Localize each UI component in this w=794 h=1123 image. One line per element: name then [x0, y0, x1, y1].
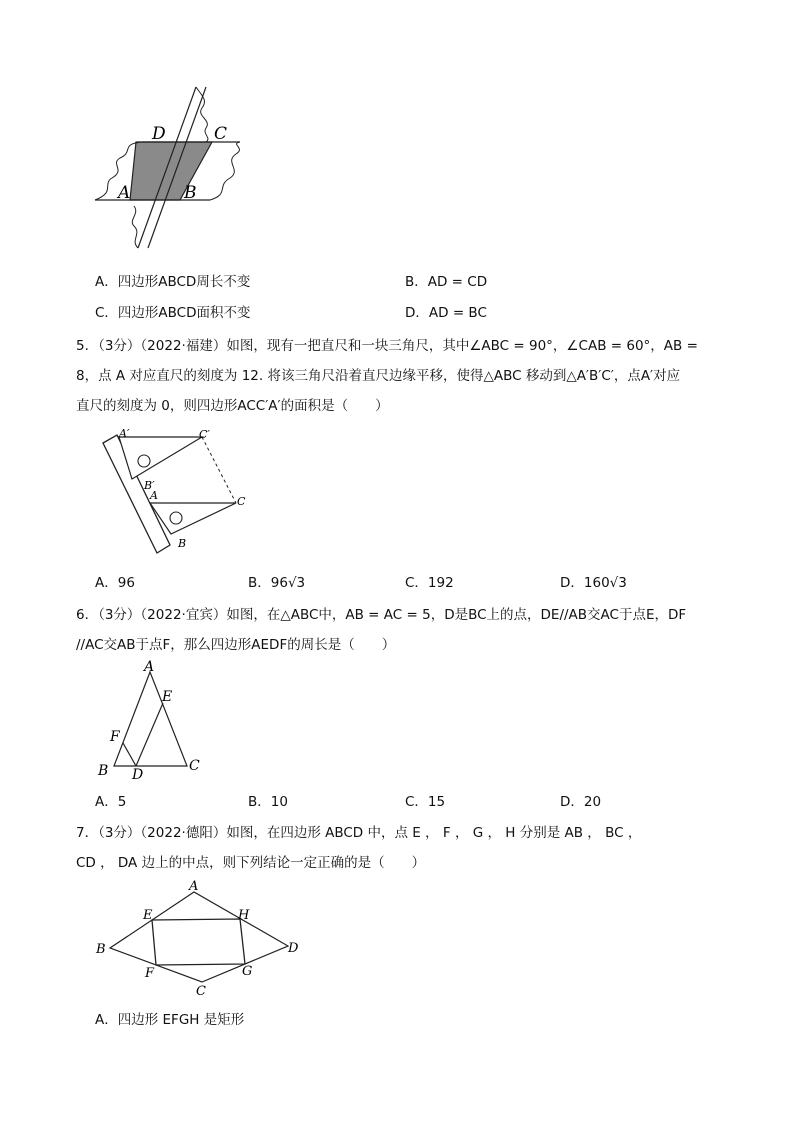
q5-option-b: B．96√3 — [248, 575, 306, 591]
q4-option-b: B．AD = CD — [405, 274, 488, 290]
fig-q4-label-d: D — [152, 124, 166, 144]
fig-q7-label-c: C — [196, 984, 206, 999]
q5-stem-line-3: 直尺的刻度为 0，则四边形ACC′A′的面积是（ ） — [76, 398, 389, 414]
fig-q5-label-c: C — [237, 495, 246, 508]
fig-q6-label-a: A — [144, 659, 155, 675]
fig-q5-label-b: B — [178, 537, 187, 550]
fig-q6-label-b: B — [98, 763, 109, 779]
q5-option-c: C．192 — [405, 575, 454, 591]
figure-q7-quadrilateral — [92, 876, 307, 1001]
q5-option-a: A．96 — [95, 575, 135, 591]
fig-q4-label-a: A — [118, 183, 131, 203]
q7-stem-line-2: CD ， DA 边上的中点，则下列结论一定正确的是（ ） — [76, 855, 426, 871]
fig-q7-label-f: F — [145, 966, 155, 981]
fig-q7-label-d: D — [288, 941, 299, 956]
fig-q7-label-h: H — [238, 908, 250, 923]
figure-q6-triangle — [92, 658, 217, 783]
q6-option-a: A．5 — [95, 794, 127, 810]
fig-q5-label-a: A — [150, 489, 158, 502]
fig-q7-label-g: G — [242, 964, 253, 979]
figure-q5-ruler-triangle — [95, 425, 260, 555]
q5-option-d: D．160√3 — [560, 575, 627, 591]
q6-stem-line-2: //AC交AB于点F，那么四边形AEDF的周长是（ ） — [76, 637, 396, 653]
q7-stem-line-1: 7．（3分）（2022·德阳）如图，在四边形 ABCD 中，点 E ， F ， G ， H 分别是 AB ， BC ， — [76, 825, 642, 841]
fig-q6-label-d: D — [132, 767, 144, 783]
fig-q4-label-c: C — [214, 124, 228, 144]
fig-q7-label-a: A — [189, 879, 199, 894]
fig-q7-label-e: E — [143, 908, 153, 923]
fig-q4-label-b: B — [184, 183, 197, 203]
q7-option-a: A．四边形 EFGH 是矩形 — [95, 1012, 245, 1028]
q4-option-a: A．四边形ABCD周长不变 — [95, 274, 251, 290]
fig-q5-label-a-prime: A′ — [119, 427, 130, 440]
fig-q5-label-c-prime: C′ — [199, 428, 210, 441]
q5-stem-line-2: 8，点 A 对应直尺的刻度为 12. 将该三角尺沿着直尺边缘平移，使得△ABC 移动到△A′B′C′，点A′对应 — [76, 368, 681, 384]
q6-option-d: D．20 — [560, 794, 602, 810]
q6-option-b: B．10 — [248, 794, 288, 810]
q4-option-c: C．四边形ABCD面积不变 — [95, 305, 251, 321]
q4-option-d: D．AD = BC — [405, 305, 487, 321]
fig-q6-label-e: E — [162, 689, 173, 705]
fig-q5-label-b-prime: B′ — [144, 479, 155, 492]
q6-stem-line-1: 6．（3分）（2022·宜宾）如图，在△ABC中，AB = AC = 5，D是BC上的点，DE//AB交AC于点E，DF — [76, 607, 687, 623]
fig-q6-label-f: F — [110, 729, 120, 745]
figure-q4-parallelogram — [90, 82, 260, 254]
q6-option-c: C．15 — [405, 794, 446, 810]
fig-q6-label-c: C — [189, 758, 200, 774]
fig-q7-label-b: B — [96, 942, 106, 957]
q5-stem-line-1: 5．（3分）（2022·福建）如图，现有一把直尺和一块三角尺，其中∠ABC = 90°，∠CAB = 60°，AB = — [76, 338, 698, 354]
